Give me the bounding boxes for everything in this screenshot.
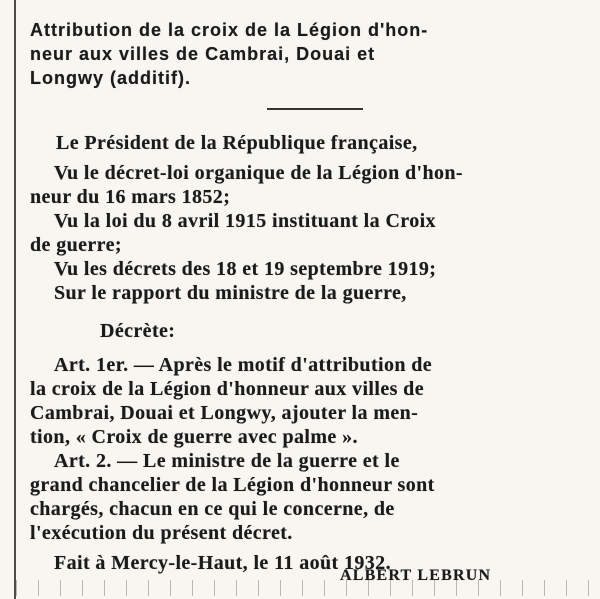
body-line-15: chargés, chacun en ce qui le concerne, de [30, 498, 395, 520]
body-line-12: tion, « Croix de guerre avec palme ». [30, 426, 358, 448]
body-line-6: Vu les décrets des 18 et 19 septembre 1919; [54, 258, 437, 280]
body-line-11: Cambrai, Douai et Longwy, ajouter la men- [30, 402, 419, 424]
body-line-16: l'exécution du présent décret. [30, 522, 293, 544]
body-line-2: Vu le décret-loi organique de la Légion d'hon- [54, 162, 463, 184]
body-line-5: de guerre; [30, 234, 122, 256]
body-line-7: Sur le rapport du ministre de la guerre, [54, 282, 407, 304]
body-line-4: Vu la loi du 8 avril 1915 instituant la Croix [54, 210, 436, 232]
left-margin-rule [14, 0, 16, 599]
title-line-3: Longwy (additif). [30, 68, 191, 88]
decree-heading: Décrète: [100, 320, 176, 342]
signature: ALBERT LEBRUN [340, 567, 492, 584]
title-line-1: Attribution de la croix de la Légion d'hon- [30, 20, 429, 40]
body-line-3: neur du 16 mars 1852; [30, 186, 231, 208]
body-line-13: Art. 2. — Le ministre de la guerre et le [54, 450, 400, 472]
body-line-9: Art. 1er. — Après le motif d'attribution de [54, 354, 433, 376]
body-line-14: grand chancelier de la Légion d'honneur sont [30, 474, 435, 496]
faint-bottom-text-texture [16, 580, 600, 596]
body-line-10: la croix de la Légion d'honneur aux villes de [30, 378, 424, 400]
title-line-2: neur aux villes de Cambrai, Douai et [30, 44, 376, 64]
title-divider [267, 108, 363, 110]
dateline: Fait à Mercy-le-Haut, le 11 août 1932. [54, 552, 391, 574]
body-line-1: Le Président de la République française, [56, 132, 418, 154]
